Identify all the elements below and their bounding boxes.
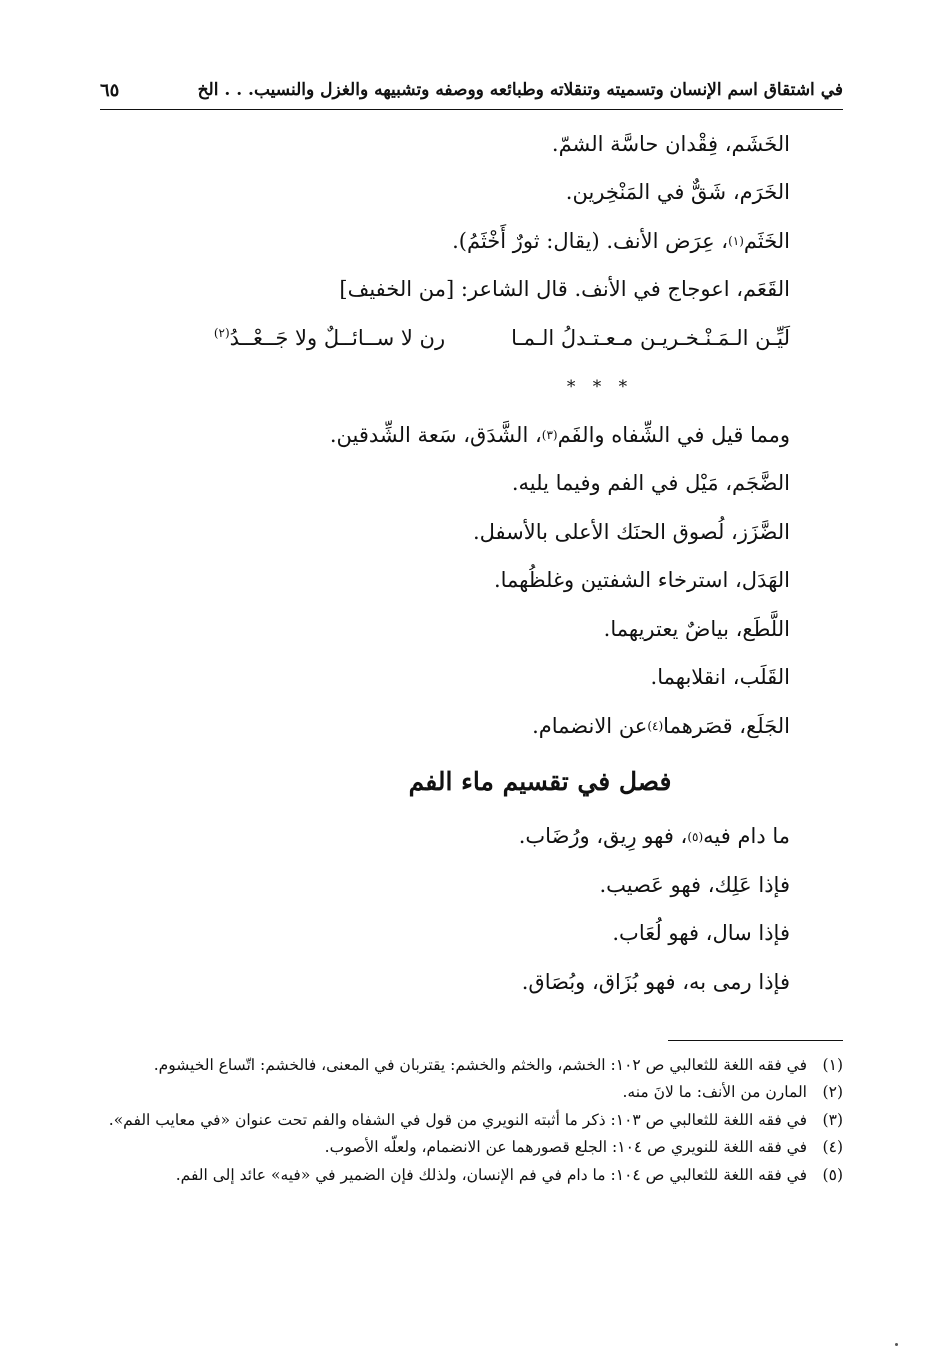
footnote [101,1081,843,1103]
text-line [110,910,790,959]
text-line [110,266,790,315]
footnotes [101,1054,843,1191]
text-line [110,605,790,654]
text-line-start: الهَدَل، استرخاء الشفتين وغلظُهما. [493,568,790,593]
verse-hemistich-2: رن لا ســائــلٌ ولا جَــعْــدُ$^{(٢)}$ [213,325,446,350]
text-block-mouth [110,411,790,751]
main-text [110,120,790,1007]
text-line-start: فإذا سال، فهو لُعَاب. [612,921,790,946]
text-line: ومما قيل في الشِّفاه والفَم (٣) ، الشَّدَق، سَعة الشِّدقين. [329,422,790,447]
running-header [100,72,843,108]
footnote-number: (٣) [822,1110,843,1129]
verse-hemistich-1: لَيِّـن الـمَـنْـخـريـن مـعـتـدلُ الـمـا [511,325,790,350]
section-separator: * * * [566,376,634,397]
text-line-end: ، عِرَض الأنف. (يقال: ثورٌ أَخْثَمُ). [452,228,729,253]
text-line: الجَلَع، قصَرهما (٤) عن الانضمام. [532,713,790,738]
text-line [110,861,790,910]
footnote-text: في فقه اللغة للثعالبي ص ١٠٢: الخشم، والخثم والخشم: يقتربان في المعنى، فالخشم: اتّساع الخيشوم. [153,1056,807,1074]
text-line-end: عن الانضمام. [532,713,648,738]
page-speck [895,1343,898,1346]
text-line-end: ، فهو رِيق، ورُضَاب. [518,824,688,849]
footnote-text: في فقه اللغة للنويري ص ١٠٤: الجلع قصورهما عن الانضمام، ولعلّه الأصوب. [324,1138,807,1157]
verse-line [110,314,790,363]
text-line-start: القَعَم، اعوجاج في الأنف. قال الشاعر: [من الخفيف] [339,277,790,302]
text-line-start: اللَّطَع، بياضٌ يعتريهما. [603,616,790,641]
footnote-text: في فقه اللغة للثعالبي ص ١٠٤: ما دام في فم الإنسان، ولذلك فإن الضمير في «فيه» عائد إلى الفم. [175,1165,807,1184]
footnote [101,1164,843,1186]
text-line: ما دام فيه (٥) ، فهو رِيق، ورُضَاب. [518,824,790,849]
text-line-end: ، الشَّدَق، سَعة الشِّدقين. [329,422,542,447]
text-line [110,120,790,169]
text-line [110,508,790,557]
text-line [110,169,790,218]
page-number: ٦٥ [100,79,120,101]
text-line [110,557,790,606]
footnote-text: المارن من الأنف: ما لانَ منه. [622,1083,807,1102]
footnote-number: (١) [822,1056,843,1074]
text-block-nose [110,120,790,314]
header-rule [100,109,843,110]
footnote-number: (٤) [822,1138,843,1157]
footnote-rule [668,1040,843,1041]
text-line-start: الخَشَم، فِقْدان حاسَّة الشمّ. [551,131,790,156]
footnote-number: (٢) [822,1083,843,1102]
text-line-start: الخَثَم [743,228,790,253]
text-line-start: فإذا رمى به، فهو بُزَاق، وبُصَاق. [521,969,790,994]
footnote [101,1109,843,1131]
text-line: الخَثَم (١) ، عِرَض الأنف. (يقال: ثورٌ أَخْثَمُ). [452,228,790,253]
running-title: في اشتقاق اسم الإنسان وتسميته وتنقلاته وطبائعه ووصفه وتشبيهه والغزل والنسيب. . . الخ [197,80,843,100]
footnote [101,1054,843,1076]
text-line [110,958,790,1007]
footnote [101,1136,843,1158]
text-line-start: الضَّزَز، لُصوق الحنَك الأعلى بالأسفل. [472,519,790,544]
text-line-start: فإذا عَلِك، فهو عَصيب. [599,872,790,897]
text-line [110,654,790,703]
text-line-start: ومما قيل في الشِّفاه والفَم [557,422,790,447]
text-line-start: القَلَب، انقلابهما. [650,665,790,690]
text-line [110,460,790,509]
footnote-ref: (٢) [213,325,230,340]
text-line-start: الخَرَم، شَقٌّ في المَنْخِرين. [565,180,790,205]
footnote-text: في فقه اللغة للثعالبي ص ١٠٣: ذكر ما أثبته النويري من قول في الشفاه والفم تحت عنوان «في معايب الفم». [108,1110,807,1129]
section-heading: فصل في تقسيم ماء الفم [408,766,672,796]
text-line-start: الضَّجَم، مَيْل في الفم وفيما يليه. [511,471,790,496]
footnote-number: (٥) [822,1165,843,1184]
text-block-saliva [110,813,790,1007]
text-line-start: ما دام فيه [703,824,790,849]
text-line-start: الجَلَع، قصَرهما [663,713,790,738]
